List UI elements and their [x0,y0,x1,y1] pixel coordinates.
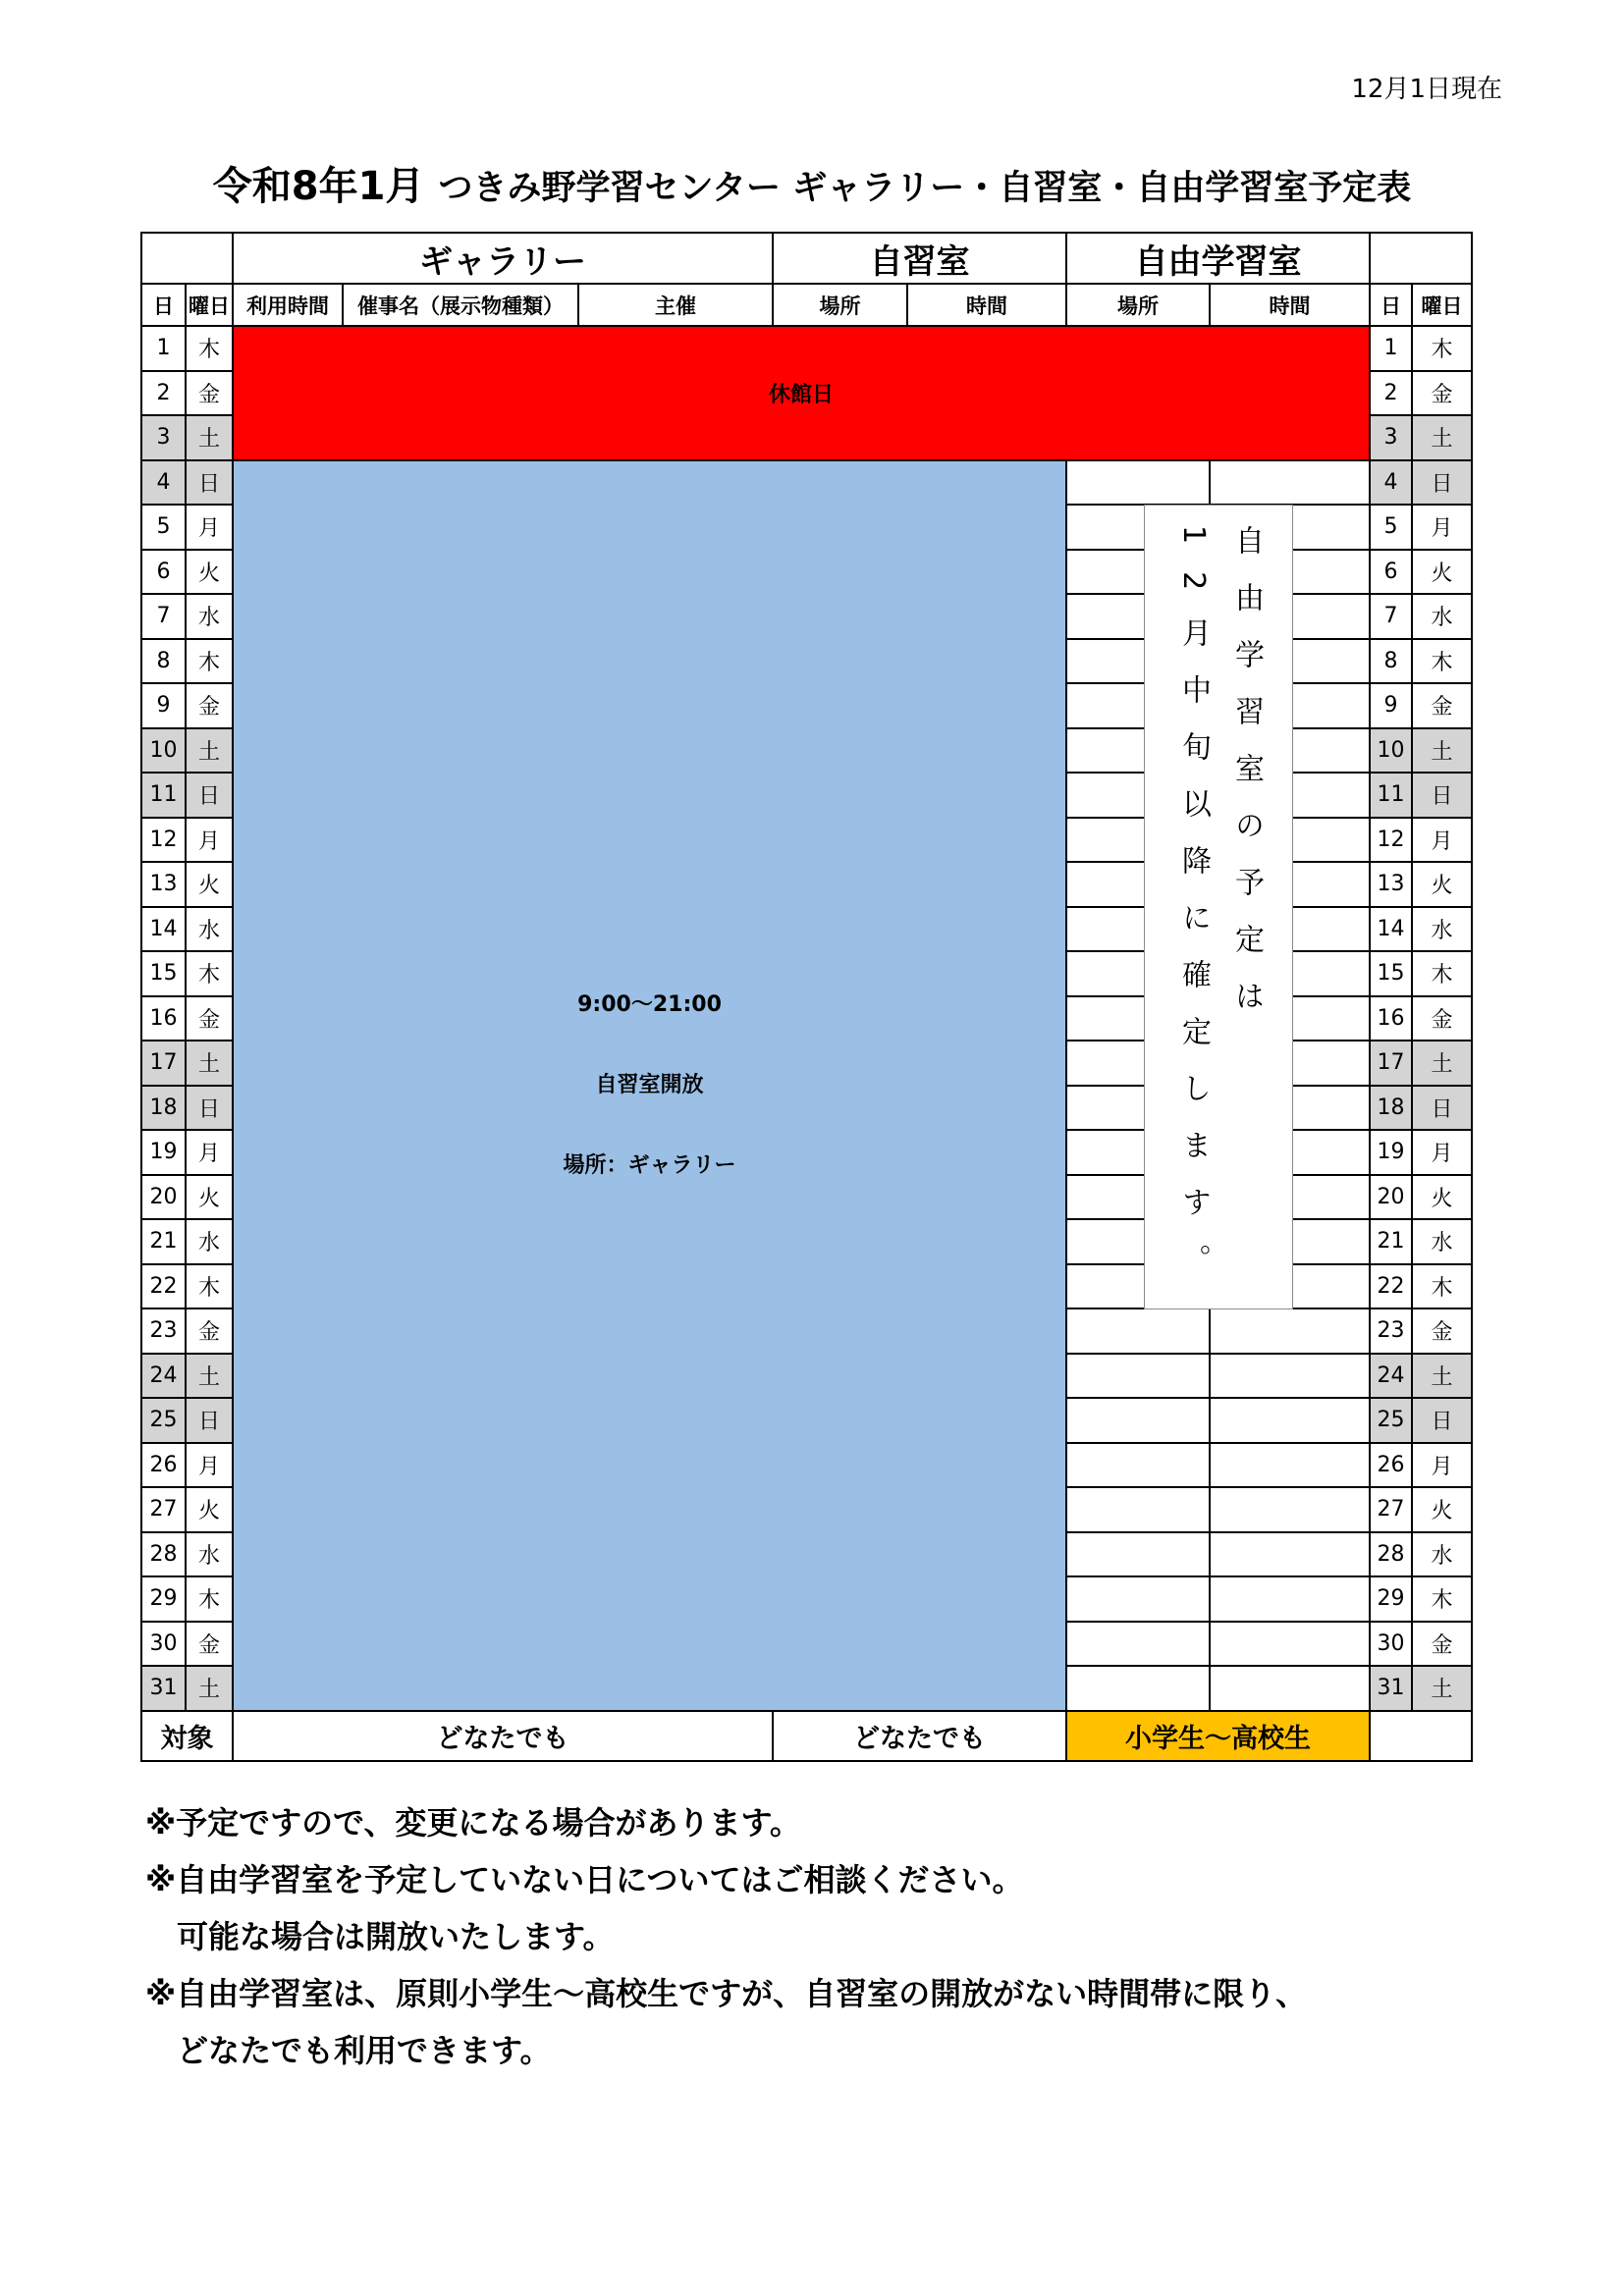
gallery-header: ギャラリー [233,233,773,284]
day-number-right: 29 [1370,1576,1412,1622]
day-number: 26 [141,1443,186,1488]
header-row-sections [141,233,1472,284]
day-number: 4 [141,460,186,506]
day-number: 21 [141,1219,186,1264]
free-room-time-cell [1210,1443,1370,1488]
weekday: 金 [186,1308,233,1354]
free-room-target: 小学生～高校生 [1066,1711,1370,1761]
day-number-right: 22 [1370,1264,1412,1309]
open-label: 自習室開放 [595,1072,704,1097]
col-event-name: 催事名（展示物種類） [343,284,578,326]
day-number-right: 5 [1370,505,1412,550]
weekday-right: 月 [1412,818,1472,863]
col-free-time: 時間 [1210,284,1370,326]
day-number-right: 30 [1370,1622,1412,1667]
weekday: 日 [186,460,233,506]
weekday: 水 [186,907,233,952]
day-number: 6 [141,550,186,595]
day-number-right: 24 [1370,1354,1412,1399]
day-number-right: 25 [1370,1398,1412,1443]
notice-column-1: 自由学習室の予定は [1229,525,1264,1038]
weekday: 日 [186,1398,233,1443]
weekday-right: 木 [1412,951,1472,996]
weekday: 日 [186,773,233,818]
day-number: 12 [141,818,186,863]
day-number: 13 [141,862,186,907]
weekday-right: 水 [1412,907,1472,952]
weekday-right: 月 [1412,1443,1472,1488]
weekday-right: 火 [1412,1487,1472,1532]
col-free-place: 場所 [1066,284,1210,326]
day-number: 30 [141,1622,186,1667]
weekday-right: 水 [1412,1219,1472,1264]
weekday: 金 [186,683,233,728]
weekday: 火 [186,550,233,595]
weekday: 土 [186,728,233,774]
blank-target-right [1370,1711,1472,1761]
day-number-right: 15 [1370,951,1412,996]
day-number: 2 [141,371,186,416]
free-room-time-cell [1210,1308,1370,1354]
day-number-right: 20 [1370,1175,1412,1220]
free-room-time-cell [1210,1532,1370,1577]
day-number-right: 31 [1370,1666,1412,1711]
note-line: 可能な場合は開放いたします。 [145,1918,615,1955]
weekday: 金 [186,371,233,416]
day-number-right: 10 [1370,728,1412,774]
note-line: ※予定ですので、変更になる場合があります。 [145,1804,801,1842]
day-number: 29 [141,1576,186,1622]
day-number: 15 [141,951,186,996]
col-weekday-right: 曜日 [1412,284,1472,326]
day-number-right: 21 [1370,1219,1412,1264]
col-weekday: 曜日 [186,284,233,326]
weekday: 火 [186,1175,233,1220]
header-row-columns [141,284,1472,326]
weekday-right: 金 [1412,683,1472,728]
free-room-notice [1144,505,1293,1309]
target-label: 対象 [141,1711,233,1761]
weekday-right: 木 [1412,639,1472,684]
day-number-right: 8 [1370,639,1412,684]
free-room-time-cell [1210,1622,1370,1667]
day-number-right: 13 [1370,862,1412,907]
free-room-place-cell [1066,1666,1210,1711]
weekday-right: 日 [1412,1086,1472,1131]
closed-banner: 休館日 [233,326,1370,460]
free-room-place-cell [1066,1622,1210,1667]
weekday-right: 木 [1412,326,1472,371]
weekday-right: 水 [1412,1532,1472,1577]
day-number: 28 [141,1532,186,1577]
day-number: 18 [141,1086,186,1131]
weekday-right: 火 [1412,550,1472,595]
weekday-right: 日 [1412,1398,1472,1443]
day-number-right: 14 [1370,907,1412,952]
weekday-right: 月 [1412,505,1472,550]
day-number-right: 23 [1370,1308,1412,1354]
open-place: 場所：ギャラリー [563,1152,736,1178]
weekday-right: 土 [1412,1041,1472,1086]
weekday-right: 木 [1412,1264,1472,1309]
day-number-right: 7 [1370,594,1412,639]
weekday: 月 [186,1443,233,1488]
weekday-right: 木 [1412,1576,1472,1622]
weekday: 土 [186,1354,233,1399]
day-number-right: 28 [1370,1532,1412,1577]
free-room-place-cell [1066,1532,1210,1577]
day-number: 5 [141,505,186,550]
day-number: 23 [141,1308,186,1354]
weekday-right: 土 [1412,1354,1472,1399]
day-number-right: 17 [1370,1041,1412,1086]
gallery-target: どなたでも [233,1711,773,1761]
day-number: 3 [141,415,186,460]
col-use-time: 利用時間 [233,284,343,326]
day-number: 1 [141,326,186,371]
free-room-time-cell [1210,1354,1370,1399]
free-room-time-cell [1210,1487,1370,1532]
target-row [141,1711,1472,1761]
day-number-right: 3 [1370,415,1412,460]
free-room-time-cell [1210,460,1370,506]
weekday: 土 [186,415,233,460]
free-room-time-cell [1210,1666,1370,1711]
day-number-right: 9 [1370,683,1412,728]
document-title [0,155,1624,211]
note-line: ※自由学習室は、原則小学生～高校生ですが、自習室の開放がない時間帯に限り、 [145,1975,1308,2012]
free-room-place-cell [1066,1354,1210,1399]
day-row [141,326,1472,371]
day-number: 10 [141,728,186,774]
weekday: 木 [186,1576,233,1622]
day-number-right: 26 [1370,1443,1412,1488]
day-number-right: 11 [1370,773,1412,818]
day-number: 14 [141,907,186,952]
day-number-right: 16 [1370,996,1412,1041]
day-number-right: 19 [1370,1130,1412,1175]
weekday: 月 [186,1130,233,1175]
weekday-right: 火 [1412,1175,1472,1220]
weekday: 木 [186,951,233,996]
col-day: 日 [141,284,186,326]
weekday: 月 [186,818,233,863]
weekday: 日 [186,1086,233,1131]
weekday-right: 金 [1412,1308,1472,1354]
col-study-place: 場所 [773,284,907,326]
weekday-right: 土 [1412,728,1472,774]
weekday: 水 [186,1532,233,1577]
weekday: 木 [186,326,233,371]
day-number-right: 6 [1370,550,1412,595]
note-line: ※自由学習室を予定していない日についてはご相談ください。 [145,1861,1024,1898]
day-row [141,460,1472,506]
weekday: 火 [186,1487,233,1532]
day-number-right: 2 [1370,371,1412,416]
weekday: 金 [186,996,233,1041]
free-room-place-cell [1066,1576,1210,1622]
day-number-right: 4 [1370,460,1412,506]
day-number-right: 27 [1370,1487,1412,1532]
weekday-right: 金 [1412,1622,1472,1667]
col-day-right: 日 [1370,284,1412,326]
weekday-right: 日 [1412,773,1472,818]
weekday-right: 火 [1412,862,1472,907]
day-number: 8 [141,639,186,684]
blank-corner-left [141,233,233,284]
free-room-place-cell [1066,1443,1210,1488]
weekday: 木 [186,639,233,684]
free-room-place-cell [1066,1308,1210,1354]
weekday-right: 金 [1412,996,1472,1041]
weekday: 水 [186,594,233,639]
free-study-room-header: 自由学習室 [1066,233,1370,284]
weekday-right: 金 [1412,371,1472,416]
weekday-right: 日 [1412,460,1472,506]
note-line: どなたでも利用できます。 [145,2032,552,2069]
weekday: 月 [186,505,233,550]
study-room-target: どなたでも [773,1711,1066,1761]
notes [145,1794,1307,2079]
day-number: 7 [141,594,186,639]
day-number-right: 1 [1370,326,1412,371]
weekday: 水 [186,1219,233,1264]
weekday: 木 [186,1264,233,1309]
day-number: 31 [141,1666,186,1711]
weekday: 土 [186,1041,233,1086]
title-month: 令和8年1月 [212,164,425,209]
day-number: 16 [141,996,186,1041]
day-number: 25 [141,1398,186,1443]
day-number: 27 [141,1487,186,1532]
title-subject: つきみ野学習センター ギャラリー・自習室・自由学習室予定表 [438,169,1412,208]
free-room-place-cell [1066,1487,1210,1532]
as-of-date: 12月1日現在 [1351,75,1502,104]
day-number: 22 [141,1264,186,1309]
day-number: 19 [141,1130,186,1175]
blank-corner-right [1370,233,1472,284]
day-number: 24 [141,1354,186,1399]
day-number: 17 [141,1041,186,1086]
free-room-place-cell [1066,1398,1210,1443]
col-study-time: 時間 [907,284,1066,326]
weekday-right: 月 [1412,1130,1472,1175]
free-room-time-cell [1210,1398,1370,1443]
day-number: 20 [141,1175,186,1220]
free-room-place-cell [1066,460,1210,506]
weekday: 土 [186,1666,233,1711]
weekday-right: 水 [1412,594,1472,639]
day-number: 11 [141,773,186,818]
day-number-right: 18 [1370,1086,1412,1131]
day-number: 9 [141,683,186,728]
weekday-right: 土 [1412,1666,1472,1711]
weekday: 金 [186,1622,233,1667]
open-block [233,460,1066,1711]
free-room-time-cell [1210,1576,1370,1622]
weekday-right: 土 [1412,415,1472,460]
open-time: 9:00～21:00 [577,991,722,1017]
weekday: 火 [186,862,233,907]
day-number-right: 12 [1370,818,1412,863]
study-room-header: 自習室 [773,233,1066,284]
notice-column-2: 12月中旬以降に確定します。 [1176,525,1211,1302]
col-organizer: 主催 [578,284,773,326]
